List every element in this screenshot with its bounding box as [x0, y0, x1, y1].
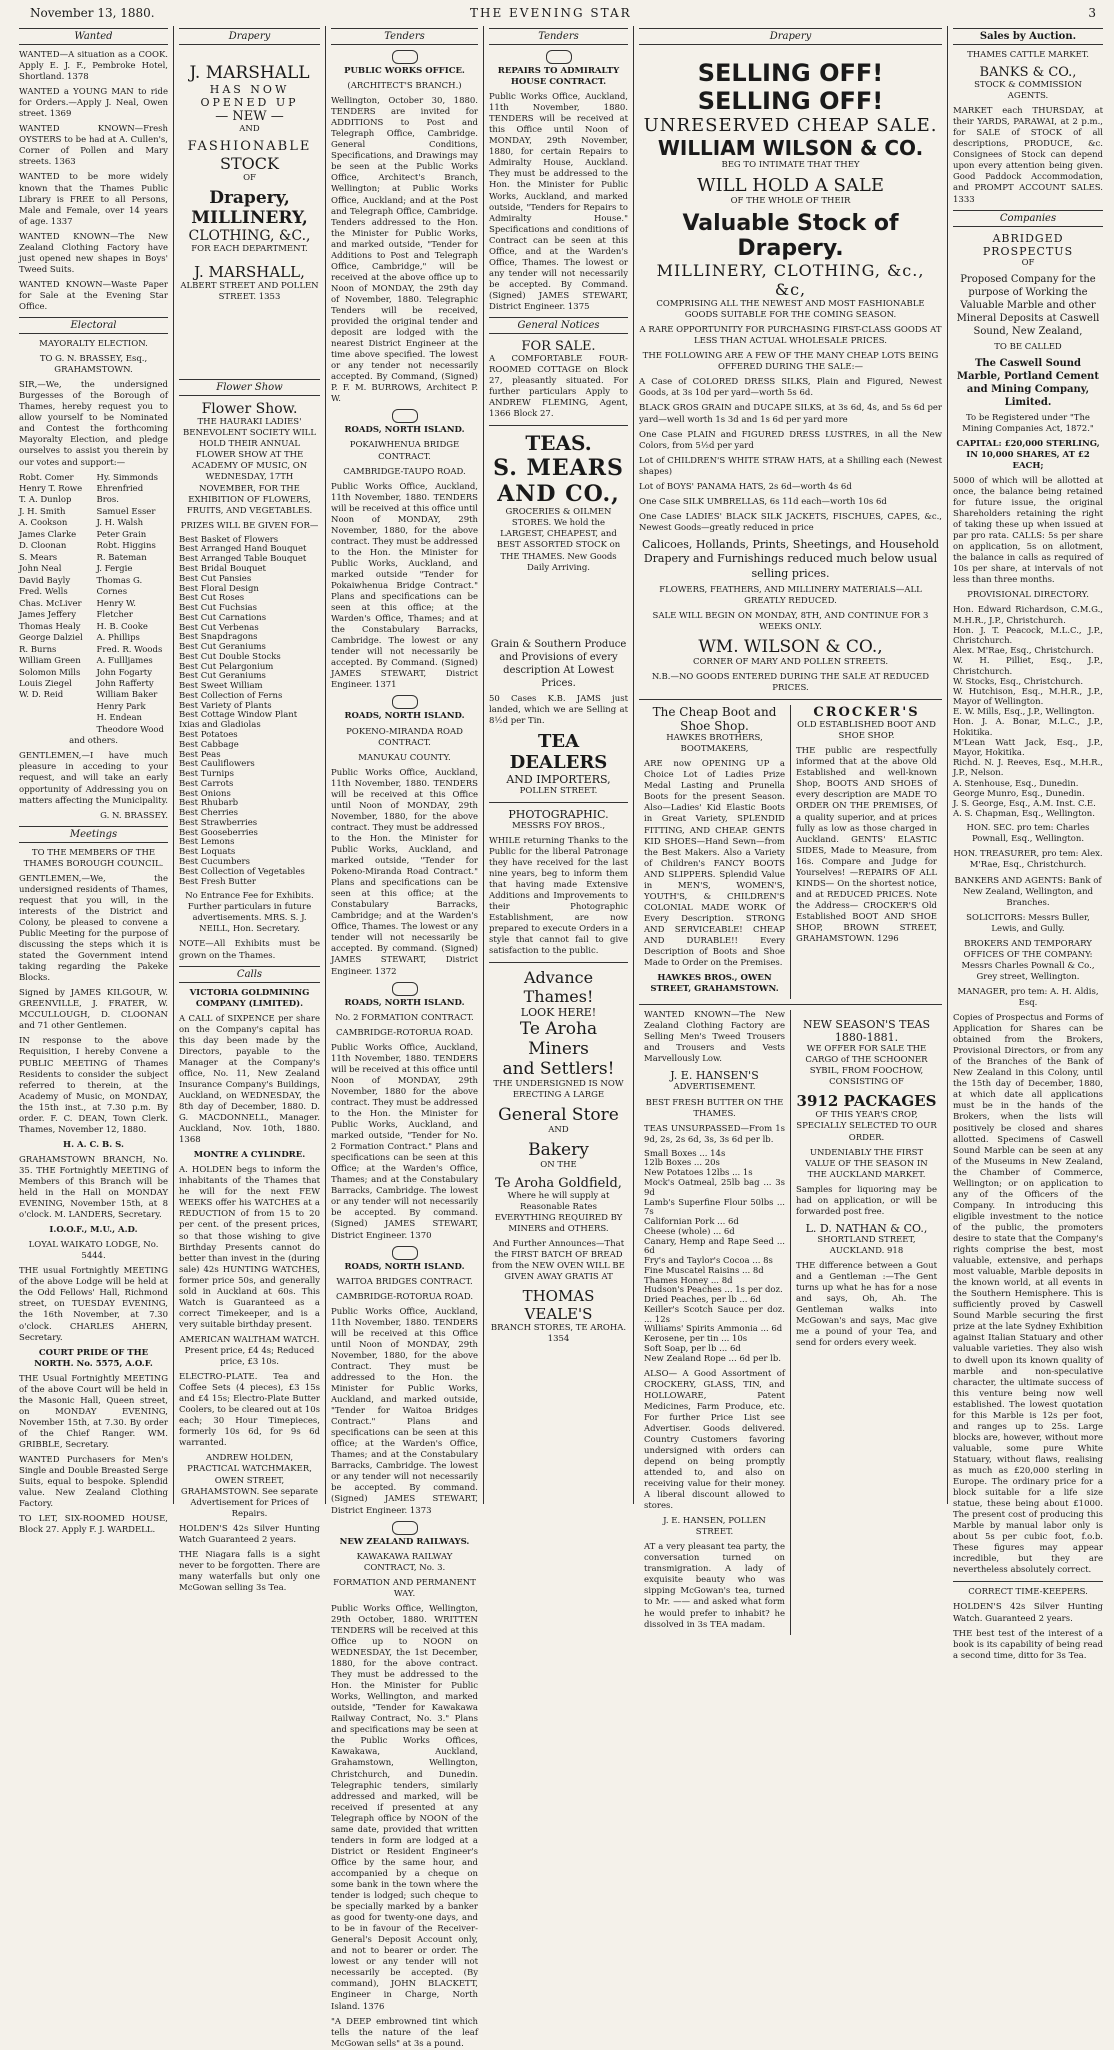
nb-text: N.B.—NO GOODS ENTERED DURING THE SALE AT REDUCED PRICES. — [651, 672, 930, 694]
section-header-wanted: Wanted — [19, 28, 168, 45]
column-tenders — [326, 26, 484, 2049]
beg-to-intimate: BEG TO INTIMATE THAT THEY — [721, 160, 860, 170]
section-header-companies: Companies — [953, 210, 1103, 227]
bakery: Bakery — [528, 1140, 589, 1161]
tender-4-heading: ROADS, NORTH ISLAND. — [344, 1261, 465, 1272]
prize-list: Best Basket of Flowers Best Arranged Hand Bouquet Best Arranged Table Bouquet Best Bridal Bouquet Best Cut Pansies Best Floral Design Best Cut Roses Best Cut Fuchsias Best Cut Carnations Best Cut Verbenas Best Snapdragons Best Cut Geraniums Best Cut Double Stocks Best Cut Pelargonium Best Cut Geraniums Best Sweet William Best Collection of Ferns Best Variety of Plants Best Cottage Window Plant Ixias and Gladiolas Best Potatoes Best Cabbage Best Peas Best Cauliflowers Best Turnips Best Carrots Best Onions Best Rhubarb Best Cherries Best Strawberries Best Gooseberries Best Lemons Best Loquats Best Cucumbers Best Collection of Vegetables Best Fresh Butter — [179, 534, 307, 887]
for-sale-heading: FOR SALE. — [521, 339, 596, 355]
whole-of-their: OF THE WHOLE OF THEIR — [730, 196, 851, 207]
valuable-stock: Valuable Stock of Drapery. — [682, 211, 899, 262]
tender-3-contract: No. 2 FORMATION CONTRACT. — [335, 1012, 474, 1023]
supply-text: Where he will supply at Reasonable Rates EVERYTHING REQUIRED BY MINERS and OTHERS. — [494, 1190, 623, 1234]
signatories-right: Hy. Simmonds Ehrenfried Bros. Samuel Esser J. H. Walsh Peter Grain Robt. Higgins R. Bateman J. Fergie Thomas G. Cornes Henry W. Fletcher H. B. Cooke A. Phillips Fred. R. Woods A. Fullljames John Fogarty John Rafferty William Baker Henry Park H. Endean Theodore Wood — [96, 472, 164, 735]
hansen-heading: J. E. HANSEN'S — [670, 1069, 759, 1083]
admiralty-heading: REPAIRS TO ADMIRALTY HOUSE CONTRACT. — [497, 66, 620, 88]
council-addressee: TO THE MEMBERS OF THE THAMES BOROUGH COUNCIL. — [23, 847, 164, 869]
brassey-signature: G. N. BRASSEY. — [100, 810, 168, 821]
electro-plate: ELECTRO-PLATE. Tea and Coffee Sets (4 pieces), £3 15s and £4 15s; Electro-Plate Butter Coolers, to be cleared out at 10s each; 30 Hour Timepieces, formerly 10s 6d, for 9s 6d warranted. — [179, 1372, 320, 1449]
signatories-left: Robt. Comer Henry T. Rowe T. A. Dunlop J. H. Smith A. Cookson James Clarke D. Cloonan S. Mears John Neal David Bayly Fred. Wells Chas. McLiver James Jeffery Thomas Healy George Dalziel R. Burns William Green Solomon Mills Louis Ziegel W. D. Reid — [19, 472, 83, 701]
public-meeting-notice: IN response to the above Requisition, I hereby Convene a PUBLIC MEETING of Thames Residents to consider the subject referred to therein, at the Academy of Music, on MONDAY, the 15th inst., at 7.30 p.m. By order. F. C. DEAN, Town Clerk. Thames, November 12, 1880. — [19, 1036, 168, 1135]
millinery-clothing: MILLINERY, CLOTHING, &c., &c, — [656, 261, 925, 300]
hansen-subheading: ADVERTISEMENT. — [673, 1082, 756, 1093]
stock-agents: STOCK & COMMISSION AGENTS. — [974, 80, 1082, 102]
packages-count: 3912 PACKAGES — [796, 1092, 937, 1111]
lot-item: Lot of CHILDREN'S WHITE STRAW HATS, at a Shilling each (Newest shapes) — [639, 455, 942, 477]
capital-text: 5000 of which will be allotted at once, the balance being retained for future issue, the original Shareholders retaining the right of taking these up when issued at par pro rata. CALLS: 5s per share on application, 5s on allotment, the balance in calls as required of 10s per share, at intervals of not less than three months. — [953, 475, 1103, 586]
no-entrance-fee: No Entrance Fee for Exhibits. Further particulars in future advertisements. MRS. S. J. NEILL, Hon. Secretary. — [185, 891, 314, 935]
section-header-auction: Sales by Auction. — [953, 28, 1103, 45]
nz-clothing-wanted: WANTED KNOWN—The New Zealand Clothing Factory are Selling Men's Tweed Trousers and Trousers and Vests Marvellously Low. — [644, 1010, 785, 1065]
section-header-electoral: Electoral — [19, 317, 168, 334]
loyal-lodge-heading: LOYAL WAIKATO LODGE, No. 5444. — [28, 1240, 159, 1262]
groceries-text: GROCERIES & OILMEN STORES. We hold the LARGEST, CHEAPEST, and BEST ASSORTED STOCK on THE THAMES. New Goods Daily Arriving. — [496, 507, 621, 573]
drapery-banner: Drapery, — [209, 188, 290, 209]
holden-watch: HOLDEN'S 42s Silver Hunting Watch. Guaranteed 2 years. — [953, 1602, 1103, 1624]
section-header-drapery: Drapery — [179, 28, 320, 45]
unreserved-sale: UNRESERVED CHEAP SALE. — [643, 115, 938, 136]
nathan-address: SHORTLAND STREET, AUCKLAND. 918 — [817, 1234, 916, 1256]
corner-address: CORNER OF MARY AND POLLEN STREETS. — [692, 657, 889, 668]
royal-arms-icon — [392, 409, 418, 423]
hansen-signature: J. E. HANSEN, POLLEN STREET. — [663, 1516, 766, 1538]
tender-4-road: CAMBRIDGE-ROTORUA ROAD. — [335, 1291, 474, 1302]
jams-text: 50 Cases K.B. JAMS just landed, which we are Selling at 8½d per Tin. — [489, 693, 628, 726]
waltham-watch: AMERICAN WALTHAM WATCH. Present price, £4 4s; Reduced price, £3 10s. — [179, 1334, 320, 1368]
ad-wanted-library: WANTED to be more widely known that the Thames Public Library is FREE to all Persons, Male and Female, over 14 years of age. 1337 — [19, 172, 168, 227]
holden-watch-ad: A. HOLDEN begs to inform the inhabitants of the Thames that he will for the next FEW WEEKS offer his WATCHES at a REDUCTION of from 15 to 20 per cent. of the present prices, so that those wishing to give Birthday Presents cannot do better than invest in the (during sale) 42s HUNTING WATCHES, former price 50s, and generally sold in Auckland at 60s. This Watch is Guaranteed as a correct Timekeeper, and is a very suitable birthday present. — [179, 1165, 320, 1330]
tender-4-text: Public Works Office, Auckland, 11th November, 1880. TENDERS will be received at this Office until Noon of MONDAY, 29th November, 1880, for the above Contract. They must be addressed to the Hon. the Minister for Public Works, Auckland, and marked outside, "Tender for Waitoa Bridges Contract." Plans and specifications can be seen at this office; at the Warden's Office, Thames; and at the Constabulary Barracks, Cambridge. The lowest or any tender will not necessarily be accepted. By command. (Signed) JAMES STEWART, District Engineer. 1373 — [331, 1306, 478, 1516]
for-sale-text: A COMFORTABLE FOUR-ROOMED COTTAGE on Block 27, pleasantly situated. For further particulars Apply to ANDREW FLEMING, Agent, 1366 Block 27. — [489, 354, 628, 420]
hawkes-address: HAWKES BROS., OWEN STREET, GRAHAMSTOWN. — [650, 973, 779, 995]
market-text: MARKET each THURSDAY, at their YARDS, PARAWAI, at 2 p.m., for SALE of STOCK of all descriptions, PRODUCE, &c. Consignees of Stock can depend upon every attention being given. Good Paddock Accommodation, and PROMPT ACCOUNT SALES. 1333 — [953, 106, 1103, 205]
foy-bros: MESSRS FOY BROS., — [511, 820, 606, 831]
issue-date: November 13, 1880. — [30, 6, 155, 20]
branch-stores: BRANCH STORES, TE AROHA. 1354 — [490, 1322, 627, 1344]
ad-wanted-oysters: WANTED KNOWN—Fresh OYSTERS to be had at A. Cullen's, Corner of Pollen and Mary streets. 1363 — [19, 124, 168, 168]
importers: AND IMPORTERS, — [506, 772, 611, 786]
lot-item: One Case LADIES' BLACK SILK JACKETS, FISCHUES, CAPES, &c., Newest Goods—greatly reduced in price — [639, 511, 942, 533]
tender-5-work: FORMATION AND PERMANENT WAY. — [333, 1577, 476, 1599]
section-header-general: General Notices — [489, 317, 628, 334]
lot-item: BLACK GROS GRAIN and DUCAPE SILKS, at 3s 6d, 4s, and 5s 6d per yard—well worth 1s 3d and 1s 6d per yard more — [639, 403, 942, 425]
exhibits-note: NOTE—All Exhibits must be grown on the Thames. — [179, 939, 320, 961]
section-header-tenders: Tenders — [331, 28, 478, 45]
clothing-banner: CLOTHING, &C., — [188, 228, 311, 245]
lot-item: Lot of BOYS' PANAMA HATS, 2s 6d—worth 4s 6d — [639, 481, 852, 492]
section-header-calls: Calls — [179, 966, 320, 983]
wm-wilson: WM. WILSON & CO., — [698, 637, 883, 658]
grain-produce: Grain & Southern Produce and Provisions of every description At Lowest Prices. — [490, 638, 627, 689]
hacbs-heading: H. A. C. B. S. — [63, 1139, 124, 1150]
crocker-subheading: OLD ESTABLISHED BOOT AND SHOE SHOP. — [797, 720, 936, 742]
goldfield: Te Aroha Goldfield, — [495, 1175, 622, 1191]
royal-arms-icon — [392, 1521, 418, 1535]
hawkes-ad — [639, 705, 791, 999]
flower-show-title: Flower Show. — [201, 401, 298, 418]
best-butter: BEST FRESH BUTTER ON THE THAMES. — [645, 1097, 784, 1119]
tender-2-contract: POKENO-MIRANDA ROAD CONTRACT. — [346, 726, 463, 748]
tea-dealers: TEA DEALERS — [509, 730, 608, 773]
correct-timekeepers: CORRECT TIME-KEEPERS. — [968, 1587, 1088, 1598]
look-here: LOOK HERE! — [520, 1006, 597, 1020]
selling-off: SELLING OFF! SELLING OFF! — [697, 59, 884, 115]
teas-unsurpassed: TEAS UNSURPASSED—From 1s 9d, 2s, 2s 6d, 3s, 3s 6d per lb. — [644, 1123, 785, 1145]
stock-banner: STOCK — [220, 154, 279, 174]
court-heading: COURT PRIDE OF THE NORTH. No. 5575, A.O.F. — [34, 1347, 153, 1369]
photographic-heading: PHOTOGRAPHIC. — [508, 807, 609, 821]
brokers: BROKERS AND TEMPORARY OFFICES OF THE COMPANY: Messrs Charles Pownall & Co., Grey street, Wellington. — [961, 938, 1095, 982]
signatories — [19, 473, 168, 737]
settlers: and Settlers! — [502, 1059, 615, 1080]
new-banner: — NEW — — [215, 109, 284, 124]
calicoes: Calicoes, Hollands, Prints, Sheetings, and Household Drapery and Furnishings reduced much below usual selling prices. — [641, 537, 940, 580]
directory-heading: PROVISIONAL DIRECTORY. — [967, 590, 1089, 601]
prospectus-body: Copies of Prospectus and Forms of Application for Shares can be obtained from the Brokers, Provisional Directors, or from any of the Branches of the Bank of New Zealand in this Colony, until the 15th day of December, 1880, at which date all applications must be in the hands of the Brokers, when the lists will positively be closed and shares allotted. Specimens of Caswell Sound Marble can be seen at any of the Museums in New Zealand, the Chamber of Commerce, Wellington; or on application to any of the Officers of the Company. In introducing this eligible investment to the notice of the public, the promoters desire to state that the Company's rights comprise the best, most valuable, extensive, and perhaps most valuable, Marble deposits in the known world, at all events in the Southern Hemisphere. This is sufficiently proved by Caswell Sound Marble securing the first prize at the late Sydney Exhibition against Italian Statuary and other valuable varieties. They also wish to dwell upon its known quality of marble and non-speculative character, the ultimate success of this venture being now well established. The lowest quotation for this Marble is 12s per foot, and ranges up to 25s. Large blocks are, however, without more valuable, some pure White Statuary, without flaws, realising as much as £20,000 sterling in Europe. The ordinary price for a block suitable for a life size statue, these being about £1000. The present cost of producing this Marble by manual labor only is about 5s per cubic foot, f.o.b. These figures may appear incredible, but they are nevertheless absolutely correct. — [953, 1013, 1103, 1576]
hawkes-heading: HAWKES BROTHERS, BOOTMAKERS, — [666, 733, 763, 755]
tender-3-road: CAMBRIDGE-ROTORUA ROAD. — [335, 1027, 474, 1038]
miners: Miners — [528, 1039, 589, 1060]
has-now-opened: HAS NOW OPENED UP — [200, 83, 299, 109]
tender-3-text: Public Works Office, Auckland, 11th November, 1880. TENDERS will be received at this office until Noon of MONDAY, 29th November, 1880 for the above contract. They must be addressed to the Hon. the Minister for Public Works, Auckland, and marked outside, "Tender for No. 2 Formation Contract." Plans and specifications can be seen at this Office; at the Warden's Office, Thames; and at the Constabulary Barracks, Cambridge. The lowest or any tender will not necessarily be accepted. By command. (Signed) JAMES STEWART, District Engineer. 1370 — [331, 1042, 478, 1241]
best-test-tea: THE best test of the interest of a book is its capability of being read a second time, ditto for 3s Tea. — [953, 1628, 1103, 1661]
ad-wanted-waste-paper: WANTED KNOWN—Waste Paper for Sale at the Evening Star Office. — [19, 279, 168, 312]
requisition-letter: SIR,—We, the undersigned Burgesses of the Borough of Thames, hereby request you to allow yourself to be Nominated and Contest the forthcoming Mayoralty Election, and pledge ourselves to assist you therein by our votes and support:— — [19, 380, 168, 468]
bankers: BANKERS AND AGENTS: Bank of New Zealand, Wellington, and Branches. — [954, 875, 1102, 908]
te-aroha: Te Aroha — [519, 1019, 598, 1040]
council-signatories: Signed by JAMES KILGOUR, W. GREENVILLE, J. FRATER, W. MCCULLOUGH, D. CLOONAN and 71 other Gentlemen. — [19, 988, 168, 1032]
brassey-reply: GENTLEMEN,—I have much pleasure in acceding to your request, and will take an early opportunity of Addressing you on matters affecting the Municipality. — [19, 751, 168, 806]
caswell-company: The Caswell Sound Marble, Portland Cement and Mining Company, Limited. — [957, 357, 1099, 408]
section-header-drapery-2: Drapery — [639, 28, 942, 45]
lot-item: A Case of COLORED DRESS SILKS, Plain and Figured, Newest Goods, at 3s 10d per yard—worth 5s 6d. — [639, 377, 942, 399]
tender-3-heading: ROADS, NORTH ISLAND. — [344, 997, 465, 1008]
tender-1-contract: POKAIWHENUA BRIDGE CONTRACT. — [349, 440, 460, 462]
marshall-address: ALBERT STREET AND POLLEN STREET. 1353 — [180, 281, 319, 303]
hawkes-text: ARE now OPENING UP a Choice Lot of Ladies Prize Medal Lasting and Prunella Boots for the present Season. Also—Ladies' Kid Elastic Boots in Great Variety, SPLENDID FITTING, AND CHEAP. GENTS KID SHOES—Hand Sewn—from the Best Makers. Also a Variety of Children's FANCY BOOTS AND SLIPPERS. Splendid Value in MEN'S, WOMEN'S, YOUTH'S, & CHILDREN'S COLONIAL MADE WORK Of Every Description. STRONG AND SERVICEABLE! CHEAP AND DURABLE!! Every Description of Boots and Shoe Made to Order on the Premises. — [644, 759, 785, 969]
each-department: FOR EACH DEPARTMENT. — [191, 244, 308, 255]
nathan-ad — [791, 1010, 942, 1634]
prizes-heading: PRIZES WILL BE GIVEN FOR— — [180, 520, 319, 531]
tender-1-road: CAMBRIDGE-TAUPO ROAD. — [343, 466, 466, 477]
andrew-holden: ANDREW HOLDEN, PRACTICAL WATCHMAKER, OWEN STREET, GRAHAMSTOWN. See separate Advertisement for Prices of Repairs. — [180, 1453, 319, 1519]
advance-thames: Advance Thames! — [523, 968, 594, 1007]
mears-and-co: S. MEARS AND CO., — [493, 455, 624, 508]
royal-arms-icon — [392, 982, 418, 996]
tender-2-text: Public Works Office, Auckland, 11th November, 1880. TENDERS will be received at this Office until Noon of MONDAY, 29th November, 1880, for the above contract. They must be addressed to the Hon. the Minister for Public Works, Auckland, and marked outside, "Tender for Pokeno-Miranda Road Contract." Plans and specifications can be seen at this office; at the Constabulary Barracks, Cambridge; and at the Warden's Office, Thames. The lowest or any tender will not necessarily be accepted. By command. (Signed) JAMES STEWART, District Engineer. 1372 — [331, 767, 478, 977]
royal-arms-icon — [546, 50, 572, 64]
sale-begin: SALE WILL BEGIN ON MONDAY, 8TH, AND CONTINUE FOR 3 WEEKS ONLY. — [652, 610, 929, 632]
masthead — [0, 0, 1114, 24]
crocker-text: THE public are respectfully informed that at the above Old Established and well-known Shop, BOOTS AND SHOES of every description are MADE TO ORDER ON THE PREMISES, Of a quality superior, and at prices fully as low as those charged in Auckland. GENTS' ELASTIC SIDES, Made to Measure, from 16s. Compare and Judge for Yourselves! —REPAIRS OF ALL KINDS— On the shortest notice, and at REDUCED PRICES. Note the Address— CROCKER'S Old Established BOOT AND SHOE SHOP, BROWN STREET, GRAHAMSTOWN. 1296 — [796, 746, 937, 945]
tender-1-heading: ROADS, NORTH ISLAND. — [344, 425, 465, 436]
ad-wanted-purchasers: WANTED Purchasers for Men's Single and Double Breasted Serge Suits, equal to bespoke. Splendid value. New Zealand Clothing Factory. — [19, 1455, 168, 1510]
victoria-heading: VICTORIA GOLDMINING COMPANY (LIMITED). — [189, 987, 310, 1009]
will-hold-sale: WILL HOLD A SALE — [697, 175, 884, 197]
cattle-market: THAMES CATTLE MARKET. — [967, 50, 1089, 60]
tender-5-contract: KAWAKAWA RAILWAY CONTRACT, No. 3. — [356, 1551, 453, 1573]
hon-treasurer: HON. TREASURER, pro tem: Alex. M'Rae, Esq., Christchurch. — [953, 849, 1103, 871]
crocker-ad — [791, 705, 942, 999]
holden-hunting-watch: HOLDEN'S 42s Silver Hunting Watch Guaranteed 2 years. — [179, 1523, 320, 1545]
tender-2-heading: ROADS, NORTH ISLAND. — [344, 711, 465, 722]
hon-secretary: HON. SEC. pro tem: Charles Pownall, Esq., Wellington. — [966, 823, 1090, 845]
undersigned: THE UNDERSIGNED IS NOW ERECTING A LARGE — [493, 1079, 624, 1101]
tender-1-text: Public Works Office, Auckland, 11th November, 1880. TENDERS will be received at this office until Noon of MONDAY, 29th November, 1880, for the above contract. They must be addressed to the Hon. the Minister for Public Works, Auckland, and marked outside "Tender for Pokaiwhenua Bridge Contract." Plans and specifications can be seen at this office; at the Warden's Office, Thames; and at the Constabulary Barracks, Cambridge. The lowest or any tender will not necessarily be accepted. By Command. (Signed) JAMES STEWART, District Engineer. 1371 — [331, 481, 478, 691]
tender-5-heading: NEW ZEALAND RAILWAYS. — [339, 1536, 470, 1547]
solicitors: SOLICITORS: Messrs Buller, Lewis, and Gully. — [966, 912, 1090, 934]
architect-branch: (ARCHITECT'S BRANCH.) — [347, 81, 462, 92]
proposed-company: Proposed Company for the purpose of Working the Valuable Marble and other Mineral Deposits at Caswell Sound, New Zealand, — [956, 273, 1100, 337]
teas-heading: TEAS. — [525, 431, 592, 456]
flower-show-announcement: THE HAURAKI LADIES' BENEVOLENT SOCIETY WILL HOLD THEIR ANNUAL FLOWER SHOW AT THE ACADEMY OF MUSIC, ON WEDNESDAY, 17TH NOVEMBER, FOR THE EXHIBITION OF FLOWERS, FRUITS, AND VEGETABLES. — [183, 417, 316, 516]
marshall-name-2: J. MARSHALL, — [194, 263, 305, 282]
column-wanted-electoral — [14, 26, 174, 1536]
general-store: General Store — [498, 1105, 619, 1126]
tender-5-text: Public Works Office, Wellington, 29th October, 1880. WRITTEN TENDERS will be received at this Office up to NOON on WEDNESDAY, the 1st December, 1880, for the above contract. They must be addressed to the Hon. the Minister for Public Works, Wellington, and marked outside, "Tender for Kawakawa Railway Contract, No. 3." Plans and specifications may be seen at the Public Works Offices, Kawakawa, Auckland, Grahamstown, Wellington, Christchurch, and Dunedin. Telegraphic tenders, similarly addressed and marked, will be received if presented at any Telegraph office by NOON of the same date, provided that written tenders in form are lodged at a District or Resident Engineer's Office by the same hour, and accompanied by a cheque on some bank in the town where the tender is lodged; such cheque to be specially marked by a banker as good for twenty-one days, and to be in favour of the Receiver-General's Deposit Account only, and not to bearer or order. The lowest or any tender will not necessarily be accepted. (By command), JOHN BLACKETT, Engineer in Charge, North Island. 1376 — [331, 1603, 478, 2012]
also-text: ALSO— A Good Assortment of CROCKERY, GLASS, TIN, and HOLLOWARE, Patent Medicines, Farm Produce, etc. For further Price List see Advertiser. Goods delivered. Country Customers favoring undersigned with orders can depend on being promptly attended to, and also on receiving value for their money. A liberal discount allowed to stores. — [644, 1368, 785, 1512]
thomas-veale: THOMAS VEALE'S — [522, 1286, 595, 1323]
section-header-flower-show: Flower Show — [179, 379, 320, 396]
and-others: and others. — [69, 736, 118, 747]
tender-2-county: MANUKAU COUNTY. — [358, 752, 451, 763]
ad-wanted-young-man: WANTED a YOUNG MAN to ride for Orders.—Apply J. Neal, Owen street. 1369 — [19, 87, 168, 120]
foy-text: WHILE returning Thanks to the Public for the liberal Patronage they have received for the last nine years, beg to inform them that having made Extensive Additions and Improvements to their Photographic Establishment, are now prepared to execute Orders in a style that cannot fail to give satisfaction to the public. — [489, 835, 628, 957]
column-drapery-flower-show: Drapery J. MARSHALL HAS NOW OPENED UP — NEW — AND FASHIONABLE STOCK OF Drapery, MILLINERY, CLOTHING, &C., FOR EACH DEPARTMENT. J. MARSHALL, ALBERT STREET AND POLLEN STREET. 1353 Flower Show Flower Show. THE HAURAKI LADIES' BENEVOLENT SOCIETY WILL HOLD THEIR ANNUAL FLOWER SHOW AT THE ACADEMY OF MUSIC, ON WEDNESDAY, 17TH NOVEMBER, FOR THE EXHIBITION OF FLOWERS, FRUITS, AND VEGETABLES. PRIZES WILL BE GIVEN FOR— Best Basket of Flowers Best Arranged Hand Bouquet Best Arranged Table Bouquet Best Bridal Bouquet Best Cut Pansies Best Floral Design Best Cut Roses Best Cut Fuchsias Best Cut Carnations Best Cut Verbenas Best Snapdragons Best Cut Geraniums Best Cut Double Stocks Best Cut Pelargonium Best Cut Geraniums Best Sweet William Best Collection of Ferns Best Variety of Plants Best Cottage Window Plant Ixias and Gladiolas Best Potatoes Best Cabbage Best Peas Best Cauliflowers Best Turnips Best Carrots Best Onions Best Rhubarb Best Cherries Best Strawberries Best Gooseberries Best Lemons Best Loquats Best Cucumbers Best Collection of Vegetables Best Fresh Butter No Entrance Fee for Exhibits. Further particulars in future advertisements. MRS. S. J. NEILL, Hon. Secretary. NOTE—All Exhibits must be grown on the Thames. Calls VICTORIA GOLDMINING COMPANY (LIMITED). A CALL of SIXPENCE per share on the Company's capital has this day been made by the Directors, payable to the Manager at the Company's office, No. 11, New Zealand Insurance Company's Buildings, Auckland, on WEDNESDAY, the 8th day of December, 1880. D. G. MACDONNELL, Manager. Auckland, Nov. 10th, 1880. 1368 MONTRE A CYLINDRE. A. HOLDEN begs to inform the inhabitants of the Thames that he will for the next FEW WEEKS offer his WATCHES at a REDUCTION of from 15 to 20 per cent. of the present prices, so that those wishing to give Birthday Presents cannot do better than invest in the (during sale) 42s HUNTING WATCHES, former price 50s, and generally sold in Auckland at 60s. This Watch is Guaranteed as a correct Timekeeper, and is a very suitable birthday present. AMERICAN WALTHAM WATCH. Present price, £4 4s; Reduced price, £3 10s. ELECTRO-PLATE. Tea and Coffee Sets (4 pieces), £3 15s and £4 15s; Electro-Plate Butter Coolers, to be cleared out at 10s each; 30 Hour Timepieces, formerly 10s 6d, for 9s 6d warranted. ANDREW HOLDEN, PRACTICAL WATCHMAKER, OWEN STREET, GRAHAMSTOWN. See separate Advertisement for Prices of Repairs. HOLDEN'S 42s Silver Hunting Watch Guaranteed 2 years. THE Niagara falls is a sight never to be forgotten. There are many waterfalls but only one McGowan selling 3s Tea. — [174, 26, 326, 1504]
council-requisition: GENTLEMEN,—We, the undersigned residents of Thames, request that you will, in the interests of the District and Colony, be pleased to convene a Public Meeting for the purpose of discussing the steps which it is stated the Government intend taking regarding the Pakeke Blocks. — [19, 873, 168, 984]
further-text: And Further Announces—That the FIRST BATCH OF BREAD from the NEW OVEN WILL BE GIVEN AWAY GRATIS AT — [492, 1238, 625, 1282]
lot-item: One Case PLAIN and FIGURED DRESS LUSTRES, in all the New Colors, from 5½d per yard — [639, 429, 942, 451]
cheap-boot-heading: The Cheap Boot and Shoe Shop. — [652, 705, 777, 734]
pwo-tender-text: Wellington, October 30, 1880. TENDERS are invited for ADDITIONS to Post and Telegraph Office, Cambridge. General Conditions, Specifications, and Drawings may be seen at the Public Works Office, Architect's Branch, Wellington; at Public Works Office, Auckland; and at the Post and Telegraph Office, Cambridge. Tenders addressed to the Hon. the Minister for Public Works, and marked outside, "Tender for Additions to Post and Telegraph Office, Cambridge," will be received at the above office up to Noon of MONDAY, the 29th day of November, 1880. Telegraphic Tenders will be received, provided the original tender and deposit are lodged with the nearest District Engineer at the time above specified. The lowest or any tender not necessarily accepted. By Command, (Signed) P. F. M. BURROWS, Architect P. W. — [331, 96, 478, 405]
manager: MANAGER, pro tem: A. H. Aldis, Esq. — [957, 986, 1099, 1008]
column-auction-companies: Sales by Auction. THAMES CATTLE MARKET. BANKS & CO., STOCK & COMMISSION AGENTS. MARKET each THURSDAY, at their YARDS, PARAWAI, at 2 p.m., for SALE of STOCK of all descriptions, PRODUCE, &c. Consignees of Stock can depend upon every attention being given. Good Paddock Accommodation, and PROMPT ACCOUNT SALES. 1333 Companies ABRIDGED PROSPECTUS OF Proposed Company for the purpose of Working the Valuable Marble and other Mineral Deposits at Caswell Sound, New Zealand, TO BE CALLED The Caswell Sound Marble, Portland Cement and Mining Company, Limited. To be Registered under "The Mining Companies Act, 1872." CAPITAL: £20,000 STERLING, IN 10,000 SHARES, AT £2 EACH; 5000 of which will be allotted at once, the balance being retained for future issue, the original Shareholders retaining the right of taking these up when issued at par pro rata. CALLS: 5s per share on application, 5s on allotment, the balance in calls as required of 10s per share, at intervals of not less than three months. PROVISIONAL DIRECTORY. Hon. Edward Richardson, C.M.G., M.H.R., J.P., Christchurch. Hon. J. T. Peacock, M.L.C., J.P., Christchurch. Alex. M'Rae, Esq., Christchurch. W. H. Pilliet, Esq., J.P., Christchurch. W. Stocks, Esq., Christchurch. W. Hutchison, Esq., M.H.R., J.P., Mayor of Wellington. E. W. Mills, Esq., J.P., Wellington. Hon. J. A. Bonar, M.L.C., J.P., Hokitika. M'Lean Watt Jack, Esq., J.P., Mayor, Hokitika. Richd. N. J. Reeves, Esq., M.H.R., J.P., Nelson. A. Stenhouse, Esq., Dunedin. George Munro, Esq., Dunedin. J. S. George, Esq., A.M. Inst. C.E. A. S. Chapman, Esq., Wellington. HON. SEC. pro tem: Charles Pownall, Esq., Wellington. HON. TREASURER, pro tem: Alex. M'Rae, Esq., Christchurch. BANKERS AND AGENTS: Bank of New Zealand, Wellington, and Branches. SOLICITORS: Messrs Buller, Lewis, and Gully. BROKERS AND TEMPORARY OFFICES OF THE COMPANY: Messrs Charles Pownall & Co., Grey street, Wellington. MANAGER, pro tem: A. H. Aldis, Esq. Copies of Prospectus and Forms of Application for Shares can be obtained from the Brokers, Provisional Directors, or from any of the Branches of the Bank of New Zealand in this Colony, until the 15th day of December, 1880, at which date all applications must be in the hands of the Brokers, when the lists will positively be closed and shares allotted. Specimens of Caswell Sound Marble can be seen at any of the Museums in New Zealand, the Chamber of Commerce, Wellington; or on application to any of the Officers of the Company. In introducing this eligible investment to the notice of the public, the promoters desire to state that the Company's rights comprise the best, most valuable, extensive, and perhaps most valuable, Marble deposits in the known world, at all events in the Southern Hemisphere. This is sufficiently proved by Caswell Sound Marble securing the first prize at the late Sydney Exhibition against Italian Statuary and other valuable varieties. They also wish to dwell upon its known quality of marble and non-speculative character, the ultimate success of this venture being now well established. The lowest quotation for this Marble is 12s per foot, and ranges up to 25s. Large blocks are, however, without more valuable, some pure White Statuary, without flaws, realising as much as £20,000 sterling in Europe. The ordinary price for a block suitable for a life size statue, these being about £1000. The present cost of producing this Marble by manual labor only is about 5s per cubic foot, f.o.b. These figures may appear incredible, but they are nevertheless absolutely correct. CORRECT TIME-KEEPERS. HOLDEN'S 42s Silver Hunting Watch. Guaranteed 2 years. THE best test of the interest of a book is its capability of being read a second time, ditto for 3s Tea. — [948, 26, 1108, 1504]
pwo-heading: PUBLIC WORKS OFFICE. — [344, 66, 465, 76]
royal-arms-icon — [392, 1246, 418, 1260]
directors-list: Hon. Edward Richardson, C.M.G., M.H.R., J.P., Christchurch. Hon. J. T. Peacock, M.L.C., J.P., Christchurch. Alex. M'Rae, Esq., Christchurch. W. H. Pilliet, Esq., J.P., Christchurch. W. Stocks, Esq., Christchurch. W. Hutchison, Esq., M.H.R., J.P., Mayor of Wellington. E. W. Mills, Esq., J.P., Wellington. Hon. J. A. Bonar, M.L.C., J.P., Hokitika. M'Lean Watt Jack, Esq., J.P., Mayor, Hokitika. Richd. N. J. Reeves, Esq., M.H.R., J.P., Nelson. A. Stenhouse, Esq., Dunedin. George Munro, Esq., Dunedin. J. S. George, Esq., A.M. Inst. C.E. A. S. Chapman, Esq., Wellington. — [953, 605, 1103, 820]
new-season-teas: NEW SEASON'S TEAS — [802, 1018, 931, 1032]
gout-gentleman: THE difference between a Gout and a Gentleman :—The Gent turns up what he has for a nose and says, Oh, Ah. The Gentleman walks into McGowan's and says, Mac give me a pound of your Tea, and send for orders every week. — [796, 1260, 937, 1349]
nathan-heading: L. D. NATHAN & CO., — [805, 1221, 928, 1235]
banks-co: BANKS & CO., — [979, 65, 1077, 81]
admiralty-text: Public Works Office, Auckland, 11th November, 1880. TENDERS will be received at this Office until Noon of MONDAY, 29th November, 1880, for certain Repairs to Admiralty House, Auckland. They must be addressed to the Hon. the Minister for Public Works, Auckland, and marked outside, "Tenders for Repairs to Admiralty House." Specifications and conditions of Contract can be seen at this Office, and at the Warden's Office, Thames. The lowest or any tender will not necessarily be accepted. By Command. (Signed) JAMES STEWART, District Engineer. 1375 — [489, 92, 628, 312]
cargo-offer: WE OFFER FOR SALE THE CARGO of THE SCHOONER SYBIL, FROM FOOCHOW, CONSISTING OF — [805, 1044, 928, 1088]
hansen-nathan-ads — [639, 1010, 942, 1634]
hansen-ad — [639, 1010, 791, 1634]
ad-wanted-cook: WANTED—A situation as a COOK. Apply E. J. F., Pembroke Hotel, Shortland. 1378 — [19, 50, 168, 83]
crocker-heading: CROCKER'S — [813, 705, 920, 721]
royal-arms-icon — [392, 50, 418, 64]
rare-opportunity: A RARE OPPORTUNITY FOR PURCHASING FIRST-CLASS GOODS AT LESS THAN ACTUAL WHOLESALE PRICES. — [639, 325, 942, 347]
section-header-meetings: Meetings — [19, 826, 168, 843]
samples-text: Samples for liquoring may be had on application, or will be forwarded post free. — [796, 1184, 937, 1217]
ad-to-let: TO LET, SIX-ROOMED HOUSE, Block 27. Apply F. J. WARDELL. — [19, 1514, 168, 1536]
lot-item: One Case SILK UMBRELLAS, 6s 11d each—worth 10s 6d — [639, 496, 887, 507]
hacbs-notice: GRAHAMSTOWN BRANCH, No. 35. THE Fortnightly MEETING of Members of this Branch will be held in the Hall on MONDAY EVENING, November 15th, at 8 o'clock. M. LANDERS, Secretary. — [19, 1154, 168, 1221]
iooe-heading: I.O.O.F., M.U., A.D. — [49, 1225, 138, 1236]
millinery-banner: MILLINERY, — [191, 208, 308, 229]
mayoralty-heading: MAYORALTY ELECTION. — [39, 339, 148, 350]
price-list: Small Boxes ... 14s 12lb Boxes ... 20s New Potatoes 12lbs ... 1s Mock's Oatmeal, 25lb bag ... 3s 9d Lamb's Superfine Flour 50lbs ... 7s Californian Pork ... 6d Cheese (whole) ... 6d Canary, Hemp and Rape Seed ... 6d Fry's and Taylor's Cocoa ... 8s Fine Muscatel Raisins ... 8d Thames Honey ... 8d Hudson's Peaches ... 1s per doz. Dried Peaches, per lb ... 6d Keiller's Scotch Sauce per doz. ... 12s Williams' Spirits Ammonia ... 6d Kerosene, per tin ... 10s Soft Soap, per lb ... 6d New Zealand Rope ... 6d per lb. — [644, 1148, 785, 1364]
mcgowan-tea-ad: "A DEEP embrowned tint which tells the nature of the leaf McGowan sells" at 3s a pound. — [331, 2016, 478, 2049]
niagara-tea-ad: THE Niagara falls is a sight never to be forgotten. There are many waterfalls but only one McGowan selling 3s Tea. — [179, 1549, 320, 1593]
undeniably-text: UNDENIABLY THE FIRST VALUE OF THE SEASON IN THE AUCKLAND MARKET. — [805, 1147, 928, 1180]
abridged-prospectus: ABRIDGED PROSPECTUS — [982, 231, 1074, 258]
fashionable: FASHIONABLE — [187, 139, 312, 155]
victoria-call-notice: A CALL of SIXPENCE per share on the Company's capital has this day been made by the Directors, payable to the Manager at the Company's office, No. 11, New Zealand Insurance Company's Buildings, Auckland, on WEDNESDAY, the 8th day of December, 1880. D. G. MACDONNELL, Manager. Auckland, Nov. 10th, 1880. 1368 — [179, 1013, 320, 1146]
section-header-tenders-2: Tenders — [489, 28, 628, 45]
newspaper-title: THE EVENING STAR — [470, 6, 632, 20]
column-drapery-wilson — [634, 26, 948, 1630]
court-notice: THE Usual Fortnightly MEETING of the above Court will be held in the Masonic Hall, Queen street, on MONDAY EVENING, November 15th, at 7.30. By order of the Chief Ranger. WM. GRIBBLE, Secretary. — [19, 1373, 168, 1450]
registered-text: To be Registered under "The Mining Companies Act, 1872." — [962, 412, 1094, 434]
william-wilson: WILLIAM WILSON & CO. — [657, 136, 924, 160]
ad-wanted-clothing: WANTED KNOWN—The New Zealand Clothing Factory have just opened new shapes in Boys' Tweed Suits. — [19, 231, 168, 275]
comprising-text: COMPRISING ALL THE NEWEST AND MOST FASHIONABLE GOODS SUITABLE FOR THE COMING SEASON. — [656, 299, 925, 321]
to-be-called: TO BE CALLED — [994, 341, 1062, 352]
pollen-street: POLLEN STREET. — [519, 785, 598, 796]
column-tenders-notices: Tenders REPAIRS TO ADMIRALTY HOUSE CONTRACT. Public Works Office, Auckland, 11th November, 1880. TENDERS will be received at this Office until Noon of MONDAY, 29th November, 1880, for certain Repairs to Admiralty House, Auckland. They must be addressed to the Hon. the Minister for Public Works, Auckland, and marked outside, "Tenders for Repairs to Admiralty House." Specifications and conditions of Contract can be seen at this Office, and at the Warden's Office, Thames. The lowest or any tender will not necessarily be accepted. By Command. (Signed) JAMES STEWART, District Engineer. 1375 General Notices FOR SALE. A COMFORTABLE FOUR-ROOMED COTTAGE on Block 27, pleasantly situated. For further particulars Apply to ANDREW FLEMING, Agent, 1366 Block 27. TEAS. S. MEARS AND CO., GROCERIES & OILMEN STORES. We hold the LARGEST, CHEAPEST, and BEST ASSORTED STOCK on THE THAMES. New Goods Daily Arriving. Grain & Southern Produce and Provisions of every description At Lowest Prices. 50 Cases K.B. JAMS just landed, which we are Selling at 8½d per Tin. TEA DEALERS AND IMPORTERS, POLLEN STREET. PHOTOGRAPHIC. MESSRS FOY BROS., WHILE returning Thanks to the Public for the liberal Patronage they have received for the last nine years, beg to inform them that having made Extensive Additions and Improvements to their Photographic Establishment, are now prepared to execute Orders in a style that cannot fail to give satisfaction to the public. Advance Thames! LOOK HERE! Te Aroha Miners and Settlers! THE UNDERSIGNED IS NOW ERECTING A LARGE General Store AND Bakery ON THE Te Aroha Goldfield, Where he will supply at Reasonable Rates EVERYTHING REQUIRED BY MINERS and OTHERS. And Further Announces—That the FIRST BATCH OF BREAD from the NEW OVEN WILL BE GIVEN AWAY GRATIS AT THOMAS VEALE'S BRANCH STORES, TE AROHA. 1354 — [484, 26, 634, 1504]
marshall-name: J. MARSHALL — [189, 63, 310, 83]
mayoralty-addressee: TO G. N. BRASSEY, Esq., GRAHAMSTOWN. — [39, 354, 148, 376]
season-years: 1880-1881. — [834, 1031, 899, 1045]
capital-heading: CAPITAL: £20,000 STERLING, IN 10,000 SHARES, AT £2 EACH; — [956, 438, 1100, 471]
loyal-lodge-notice: THE usual Fortnightly MEETING of the above Lodge will be held at the Odd Fellows' Hall, Richmond street, on TUESDAY EVENING, the 16th November, at 7.30 o'clock. CHARLES AHERN, Secretary. — [19, 1266, 168, 1343]
boot-shop-ads — [639, 705, 942, 999]
following-lots: THE FOLLOWING ARE A FEW OF THE MANY CHEAP LOTS BEING OFFERED DURING THE SALE:— — [642, 351, 939, 373]
crop-text: OF THIS YEAR'S CROP, SPECIALLY SELECTED TO OUR ORDER. — [796, 1110, 937, 1143]
royal-arms-icon — [392, 695, 418, 709]
flowers-feathers: FLOWERS, FEATHERS, AND MILLINERY MATERIALS—ALL GREATLY REDUCED. — [659, 584, 922, 606]
montre-heading: MONTRE A CYLINDRE. — [193, 1150, 306, 1161]
page-number: 3 — [1088, 6, 1096, 20]
tea-party-text: AT a very pleasant tea party, the conversation turned on transmigration. A lady of exquisite beauty who was sipping McGowan's tea, turned to Mr. —— and asked what form he would prefer to inhabit? he dissolved in 3s TEA madam. — [644, 1542, 785, 1630]
tender-4-contract: WAITOA BRIDGES CONTRACT. — [336, 1276, 473, 1287]
